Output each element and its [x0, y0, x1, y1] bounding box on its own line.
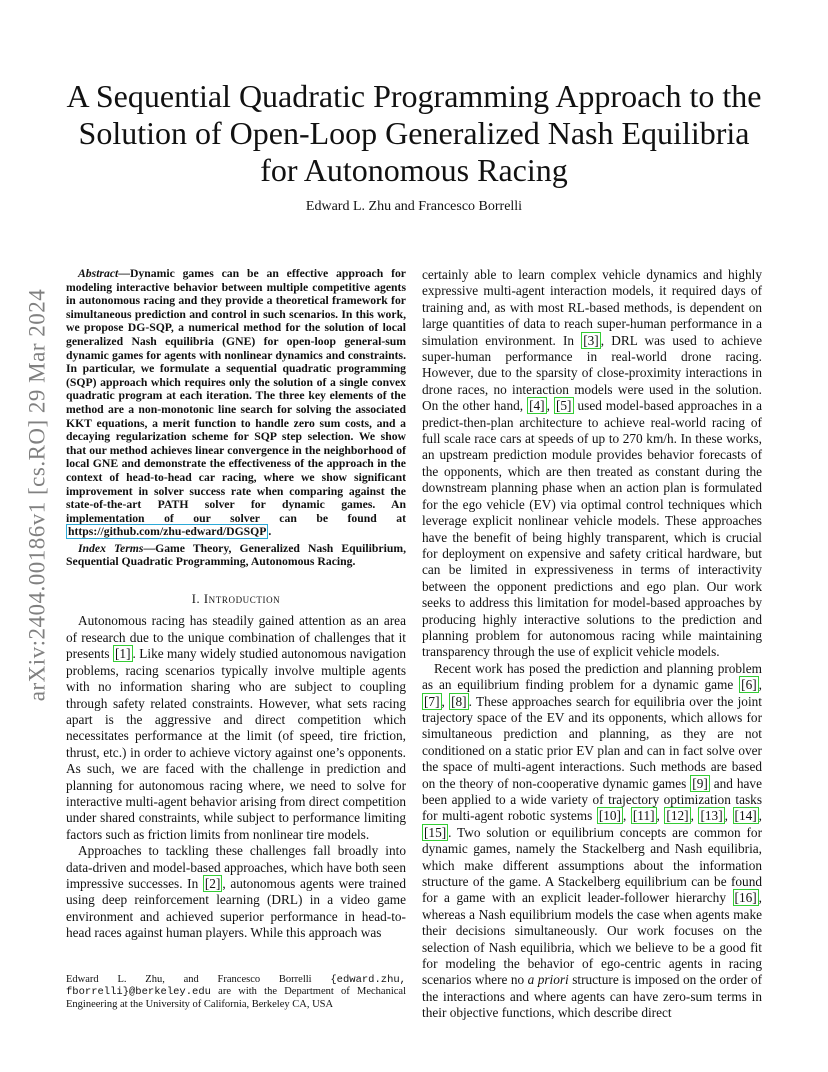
text-span: used model-based approaches in a predict-then-plan architecture to achieve real-world racing of full scale race cars at speeds of up to 270 km/h. In these works, an upstream prediction module provides behavior forecasts of the opponents, which are then treated as constant during the downstream planning phase when an action plan is formulated for the ego vehicle (EV) via optimal control techniques which leverage explicit nonlinear vehicle models. These approaches have the benefit of being highly transparent, which is crucial for deployment on expensive and safety critical hardware, but can be limited in expressiveness in terms of interactivity between the opponent predictions and ego plan. Our work seeks to address this limitation for model-based approaches by producing highly interactive solutions to the prediction and planning problem for autonomous racing while maintaining transparency through the use of explicit vehicle models.: [422, 398, 762, 660]
citation-link[interactable]: [9]: [692, 775, 708, 791]
footnote-text: are with the Department of Mechanical Engineering at the University of California, Berkeley CA, USA: [66, 986, 406, 1010]
arxiv-watermark: [22, 285, 52, 705]
paper-authors: Edward L. Zhu and Francesco Borrelli: [305, 199, 523, 214]
citation-link[interactable]: [12]: [666, 808, 689, 824]
citation-link[interactable]: [7]: [424, 693, 440, 709]
citation-link[interactable]: [14]: [734, 808, 757, 824]
text-span: ,: [724, 808, 733, 824]
right-paragraph-2: [422, 661, 762, 1022]
index-terms-text: —Game Theory, Generalized Nash Equilibrium, Sequential Quadratic Programming, Autonomous Racing.: [66, 541, 406, 569]
text-span: ,: [690, 808, 699, 824]
text-span: ,: [758, 808, 762, 824]
text-span: . Two solution or equilibrium concepts are common for dynamic games, namely the Stackelberg and Nash equilibria, which make different assumptions about the information structure of the game. A Stackelberg equilibrium can be found for a game with an explicit leader-follower hierarchy: [422, 824, 762, 906]
citation-link[interactable]: [3]: [583, 332, 599, 348]
text-span: ,: [656, 808, 665, 824]
left-column: [66, 267, 406, 942]
citation-link[interactable]: [6]: [741, 677, 757, 693]
text-span: ,: [546, 398, 554, 414]
footnote-text: Edward L. Zhu, and Francesco Borrelli: [66, 974, 331, 985]
citation-link[interactable]: [13]: [700, 808, 723, 824]
footnote: [66, 974, 406, 1011]
text-span: . Like many widely studied autonomous navigation problems, racing scenarios typically involve multiple agents with no information sharing who are subject to coupling through safety related constraints. However, what sets racing apart is the aggressive and direct competition which necessitates performance at the limit (of speed, tire friction, thrust, etc.) in order to achieve victory against one’s opponents. As such, we are faced with the challenge in prediction and planning for autonomous racing where, we need to solve for interactive multi-agent behavior arising from direct competition under shared constraints, while subject to performance limiting factors such as friction limits from nonlinear tire models.: [66, 646, 406, 842]
citation-link[interactable]: [11]: [632, 808, 655, 824]
text-span: ,: [441, 693, 450, 709]
intro-paragraph-1: [66, 613, 406, 843]
right-column: [422, 267, 762, 1022]
text-span: , whereas a Nash equilibrium models the case when agents make their decisions simultaneously. Our work focuses on the selection of Nash equilibria, which we believe to be a good fit for modeling the behavior of ego-centric agents in racing scenarios where no: [422, 890, 762, 988]
citation-link[interactable]: [10]: [598, 808, 621, 824]
github-link[interactable]: https://github.com/zhu-edward/DGSQP: [68, 525, 267, 539]
text-span: ,: [622, 808, 631, 824]
citation-link[interactable]: [1]: [115, 646, 131, 662]
text-span: Autonomous racing has steadily gained attention as an area of research due to the unique combination of challenges that it presents: [66, 613, 406, 662]
text-span: certainly able to learn complex vehicle dynamics and highly expressive multi-agent interaction models, it required days of training and, as with most RL-based methods, is dependent on large quantities of data to reach super-human performance in a simulation environment. In: [422, 267, 762, 348]
text-span: . These approaches search for equilibria over the joint trajectory space of the EV and its opponents, which allows for simultaneous prediction and planning, as they are not conditioned on a static prior EV plan and can in fact solve over the space of multi-agent interactions. Such methods are based on the theory of non-cooperative dynamic games: [422, 693, 762, 791]
paper-title: A Sequential Quadratic Programming Approach to the Solution of Open-Loop Generalized Nash Equilibria for Autonomous Racing: [66, 78, 762, 188]
emphasis-text: a priori: [527, 972, 569, 988]
arxiv-id: arXiv:2404.00186v1 [cs.RO] 29 Mar 2024: [24, 288, 50, 702]
section-heading: I. Introduction: [191, 592, 281, 607]
citation-link[interactable]: [8]: [451, 693, 467, 709]
text-span: , DRL was used to achieve super-human performance in real-world drone racing. However, due to the sparsity of close-proximity interactions in drone races, no interaction models were used in the solution. On the other hand,: [422, 332, 762, 414]
right-paragraph-1: [422, 267, 762, 661]
citation-link[interactable]: [4]: [529, 398, 545, 414]
abstract-text: —Dynamic games can be an effective approach for modeling interactive behavior between multiple competitive agents in autonomous racing and they provide a theoretical framework for simultaneous prediction and control in such scenarios. In this work, we propose DG-SQP, a numerical method for the solution of local generalized Nash equilibria (GNE) for open-loop general-sum dynamic games for agents with nonlinear dynamics and constraints. In particular, we formulate a sequential quadratic programming (SQP) approach which requires only the solution of a single convex quadratic program at each iteration. The three key elements of the method are a non-monotonic line search for solving the associated KKT equations, a merit function to handle zero sum costs, and a decaying regularization scheme for SQP step selection. We show that our method achieves linear convergence in the neighborhood of local GNE and demonstrate the effectiveness of the approach in the context of head-to-head car racing, where we show significant improvement in solver success rate when comparing against the state-of-the-art PATH solver for dynamic games. An implementation of our solver can be found at: [66, 267, 406, 525]
text-span: ,: [758, 677, 762, 693]
citation-link[interactable]: [16]: [734, 890, 757, 906]
abstract-label: Abstract: [78, 267, 119, 280]
abstract: [66, 267, 406, 539]
index-terms: [66, 542, 406, 569]
intro-paragraph-2: [66, 843, 406, 941]
text-span: Approaches to tackling these challenges fall broadly into data-driven and model-based approaches, which have both seen impressive successes. In: [66, 843, 406, 891]
index-terms-label: Index Terms: [78, 541, 144, 555]
text-span: , autonomous agents were trained using deep reinforcement learning (DRL) in a video game environment and achieved superior performance in head-to-head races against human players. While this approach was: [66, 875, 406, 941]
text-span: and have been applied to a wide variety of trajectory optimization tasks for multi-agent robotic systems: [422, 775, 762, 824]
author-emails: {edward.zhu, fborrelli}@berkeley.edu: [66, 974, 406, 999]
text-span: structure is imposed on the order of the interactions and where agents can have zero-sum terms in their objective functions, which describe direct: [422, 972, 763, 1021]
abstract-end: .: [268, 525, 272, 539]
citation-link[interactable]: [2]: [204, 875, 221, 891]
citation-link[interactable]: [5]: [555, 398, 572, 414]
text-span: Recent work has posed the prediction and planning problem as an equilibrium finding problem for a dynamic game: [422, 660, 762, 693]
citation-link[interactable]: [15]: [424, 824, 447, 840]
